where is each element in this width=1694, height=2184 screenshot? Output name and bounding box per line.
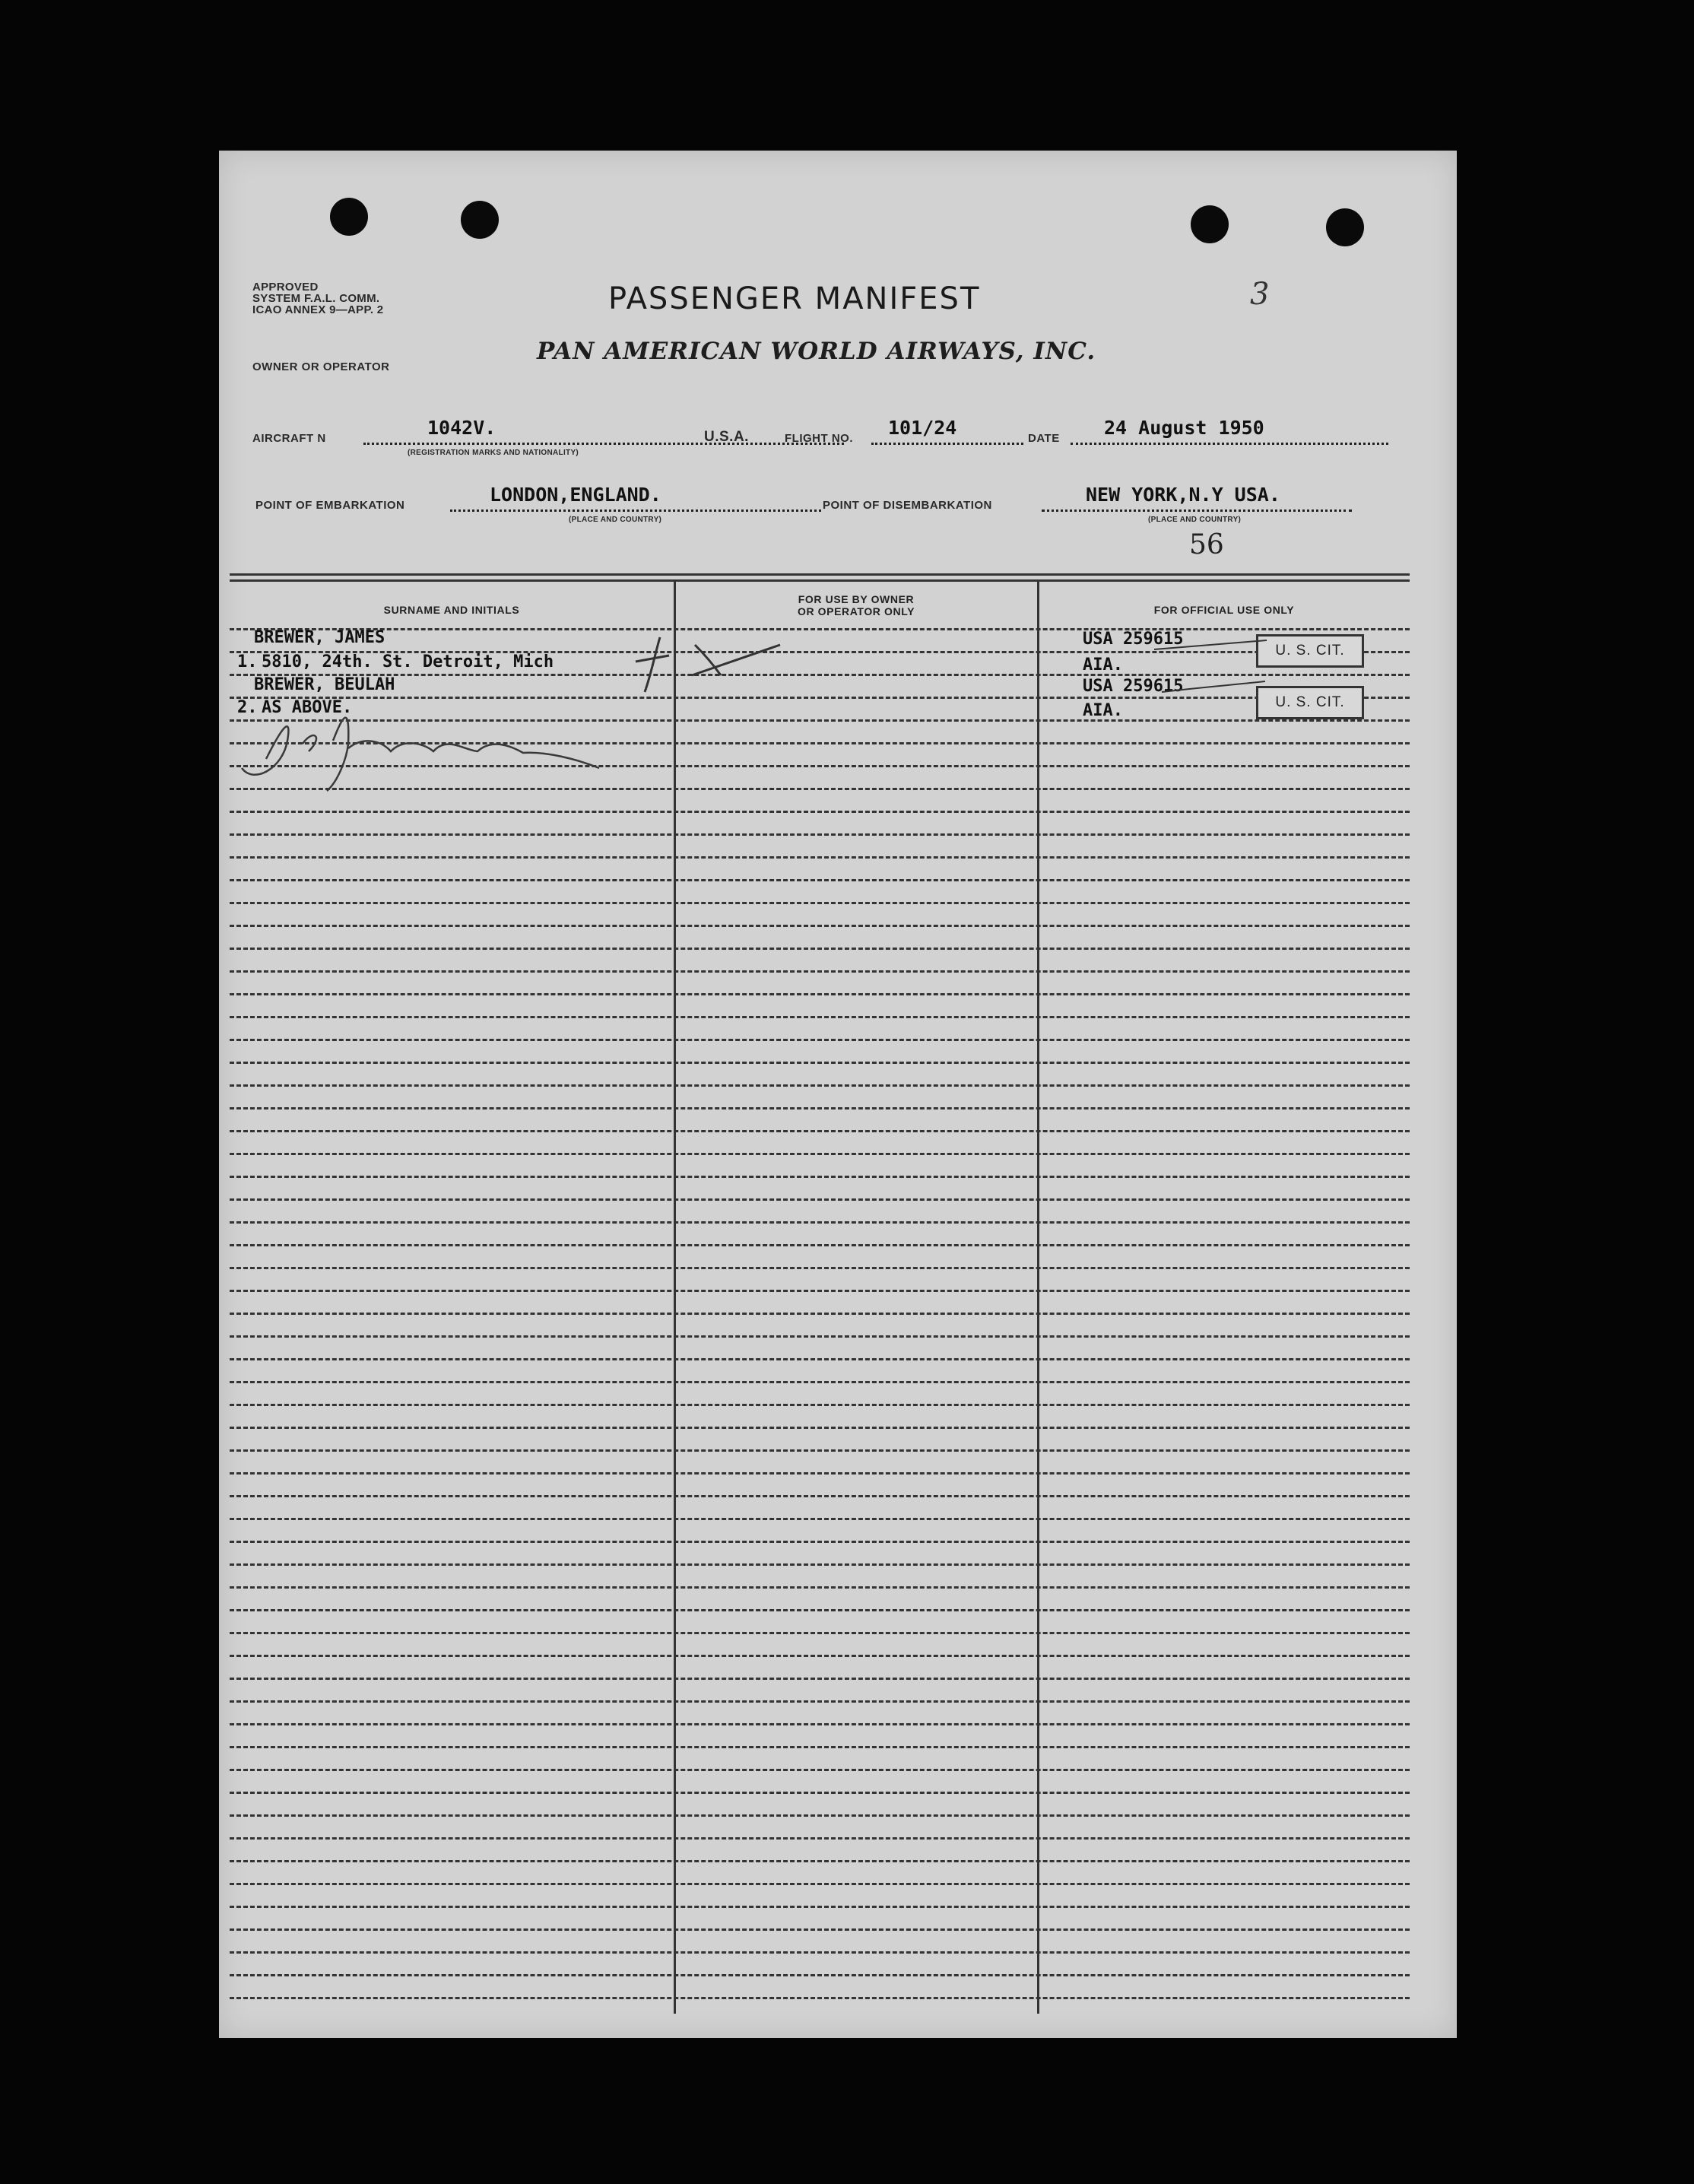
handwritten-marks bbox=[219, 151, 1457, 2038]
check-mark bbox=[692, 645, 780, 675]
column-header-line: OR OPERATOR ONLY bbox=[797, 605, 915, 617]
nationality-label: U.S.A. bbox=[704, 429, 749, 445]
embarkation-label: POINT OF EMBARKATION bbox=[255, 499, 405, 512]
approval-line: SYSTEM F.A.L. COMM. bbox=[252, 292, 380, 305]
passenger-name: BREWER, BEULAH bbox=[254, 675, 395, 694]
citizenship-stamp: U. S. CIT. bbox=[1256, 686, 1364, 719]
citizenship-stamp: U. S. CIT. bbox=[1256, 634, 1364, 668]
aircraft-sublabel: (REGISTRATION MARKS AND NATIONALITY) bbox=[408, 449, 579, 457]
aircraft-value: 1042V. bbox=[427, 417, 496, 439]
flight-label: FLIGHT NO. bbox=[785, 432, 853, 445]
column-header-official: FOR OFFICIAL USE ONLY bbox=[1153, 604, 1295, 616]
column-header-line: FOR USE BY OWNER bbox=[798, 593, 915, 605]
signature-mark bbox=[242, 718, 599, 791]
disembarkation-sublabel: (PLACE AND COUNTRY) bbox=[1148, 516, 1242, 524]
column-header-surname: SURNAME AND INITIALS bbox=[383, 604, 520, 616]
manifest-page bbox=[219, 151, 1457, 2038]
flight-value: 101/24 bbox=[888, 417, 957, 439]
official-entry: USA 259615 bbox=[1083, 630, 1184, 649]
page-mark: 3 bbox=[1250, 277, 1270, 312]
official-mark bbox=[1154, 640, 1267, 692]
embarkation-sublabel: (PLACE AND COUNTRY) bbox=[569, 516, 662, 524]
embarkation-value: LONDON,ENGLAND. bbox=[490, 484, 661, 506]
disembarkation-value: NEW YORK,N.Y USA. bbox=[1086, 484, 1280, 506]
owner-label: OWNER OR OPERATOR bbox=[252, 360, 390, 373]
sheet-number: 56 bbox=[1189, 529, 1224, 560]
date-label: DATE bbox=[1028, 432, 1060, 445]
check-mark bbox=[636, 656, 669, 662]
official-entry: USA 259615 bbox=[1083, 677, 1184, 696]
passenger-address: AS ABOVE. bbox=[262, 698, 353, 717]
passenger-address: 5810, 24th. St. Detroit, Mich bbox=[262, 652, 554, 671]
check-mark bbox=[645, 637, 660, 692]
passenger-number: 2. bbox=[237, 698, 258, 717]
aircraft-label: AIRCRAFT N bbox=[252, 432, 326, 445]
passenger-name: BREWER, JAMES bbox=[254, 628, 385, 647]
date-value: 24 August 1950 bbox=[1104, 417, 1264, 439]
approval-line: ICAO ANNEX 9—APP. 2 bbox=[252, 303, 384, 316]
official-entry: AIA. bbox=[1083, 701, 1123, 720]
form-title: PASSENGER MANIFEST bbox=[608, 281, 981, 316]
official-entry: AIA. bbox=[1083, 656, 1123, 675]
owner-value: PAN AMERICAN WORLD AIRWAYS, INC. bbox=[537, 338, 1096, 365]
approval-line: APPROVED bbox=[252, 281, 319, 294]
passenger-number: 1. bbox=[237, 652, 258, 671]
disembarkation-label: POINT OF DISEMBARKATION bbox=[823, 499, 992, 512]
